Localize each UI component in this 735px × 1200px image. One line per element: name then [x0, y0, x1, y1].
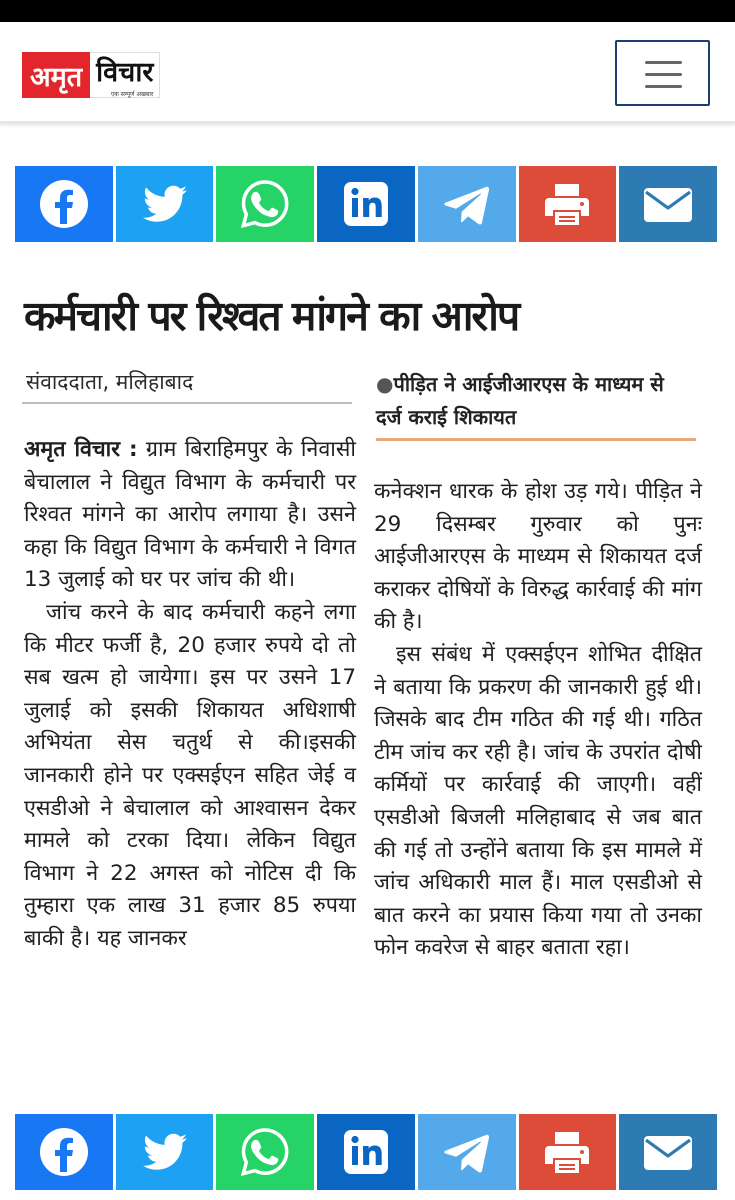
right-paragraph-2: इस संबंध में एक्सईएन शोभित दीक्षित ने बताया कि प्रकरण की जानकारी हुई थी। जिसके बाद टीम गठित की गई थी। गठित टीम जांच कर रही है। जांच के उपरांत दोषी कर्मियों पर कार्रवाई की जाएगी। वहीं एसडीओ बिजली मलिहाबाद से जब बात की गई तो उन्होंने बताया कि इस मामले में जांच अधिकारी माल हैं। माल एसडीओ से बात करने का प्रयास किया गया तो उनका फोन कवरेज से बाहर बताता रहा।	[374, 641, 702, 961]
envelope-icon	[642, 178, 694, 230]
share-top-telegram-button[interactable]	[418, 166, 516, 242]
share-bar-bottom	[15, 1114, 717, 1190]
share-bottom-facebook-button[interactable]	[15, 1114, 113, 1190]
hamburger-menu-icon[interactable]	[615, 40, 710, 106]
facebook-icon	[38, 178, 90, 230]
printer-icon	[541, 1126, 593, 1178]
article-column-right	[374, 476, 702, 965]
logo-tagline: एक सम्पूर्ण अखबार	[110, 91, 154, 98]
share-bottom-email-button[interactable]	[619, 1114, 717, 1190]
linkedin-icon	[340, 178, 392, 230]
bullet-icon: ●	[376, 372, 394, 396]
article-clipping	[14, 260, 720, 1100]
site-logo[interactable]	[22, 52, 160, 98]
share-top-whatsapp-button[interactable]	[216, 166, 314, 242]
share-top-facebook-button[interactable]	[15, 166, 113, 242]
twitter-icon	[139, 178, 191, 230]
status-bar	[0, 0, 735, 22]
share-top-email-button[interactable]	[619, 166, 717, 242]
article-byline: संवाददाता, मलिहाबाद	[26, 370, 194, 394]
logo-part-red: अमृत	[22, 52, 90, 98]
share-bottom-telegram-button[interactable]	[418, 1114, 516, 1190]
article-column-left	[24, 434, 356, 956]
share-bar-top	[15, 166, 717, 242]
telegram-icon	[441, 1126, 493, 1178]
envelope-icon	[642, 1126, 694, 1178]
left-paragraph-2: जांच करने के बाद कर्मचारी कहने लगा कि मीटर फर्जी है, 20 हजार रुपये दो तो सब खत्म हो जायेगा। इस पर उसने 17 जुलाई को इसकी शिकायत अधिशाषी अभियंता सेस चतुर्थ से की।इसकी जानकारी होने पर एक्सईएन सहित जेई व एसडीओ ने बेचालाल को आश्वासन देकर मामले को टरका दिया। लेकिन विद्युत विभाग ने 22 अगस्त को नोटिस दी कि तुम्हारा एक लाख 31 हजार 85 रुपया बाकी है। यह जानकर	[24, 599, 356, 951]
whatsapp-icon	[239, 1126, 291, 1178]
facebook-icon	[38, 1126, 90, 1178]
share-top-linkedin-button[interactable]	[317, 166, 415, 242]
article-lead: अमृत विचार :	[24, 437, 138, 462]
twitter-icon	[139, 1126, 191, 1178]
share-top-print-button[interactable]	[519, 166, 617, 242]
article-subhead	[376, 368, 696, 434]
byline-divider	[22, 402, 352, 404]
logo-text: विचार	[96, 57, 154, 88]
telegram-icon	[441, 178, 493, 230]
whatsapp-icon	[239, 178, 291, 230]
site-header	[0, 22, 735, 124]
left-paragraph-1: ग्राम बिराहिमपुर के निवासी बेचालाल ने विद्युत विभाग के कर्मचारी पर रिश्वत मांगने का आरोप लगाया है। उसने कहा कि विद्युत विभाग के कर्मचारी ने विगत 13 जुलाई को घर पर जांच की थी।	[24, 437, 356, 593]
printer-icon	[541, 178, 593, 230]
share-top-twitter-button[interactable]	[116, 166, 214, 242]
right-paragraph-1: कनेक्शन धारक के होश उड़ गये। पीड़ित ने 29 दिसम्बर गुरुवार को पुनः आईजीआरएस के माध्यम से शिकायत दर्ज कराकर दोषियों के विरुद्ध कार्रवाई की मांग की है।	[374, 479, 702, 635]
linkedin-icon	[340, 1126, 392, 1178]
share-bottom-linkedin-button[interactable]	[317, 1114, 415, 1190]
share-bottom-print-button[interactable]	[519, 1114, 617, 1190]
article-headline: कर्मचारी पर रिश्वत मांगने का आरोप	[24, 292, 519, 340]
share-bottom-twitter-button[interactable]	[116, 1114, 214, 1190]
share-bottom-whatsapp-button[interactable]	[216, 1114, 314, 1190]
subhead-text: पीड़ित ने आईजीआरएस के माध्यम से दर्ज कराई शिकायत	[376, 372, 664, 429]
subhead-divider	[376, 438, 696, 441]
logo-part-black	[90, 52, 160, 98]
